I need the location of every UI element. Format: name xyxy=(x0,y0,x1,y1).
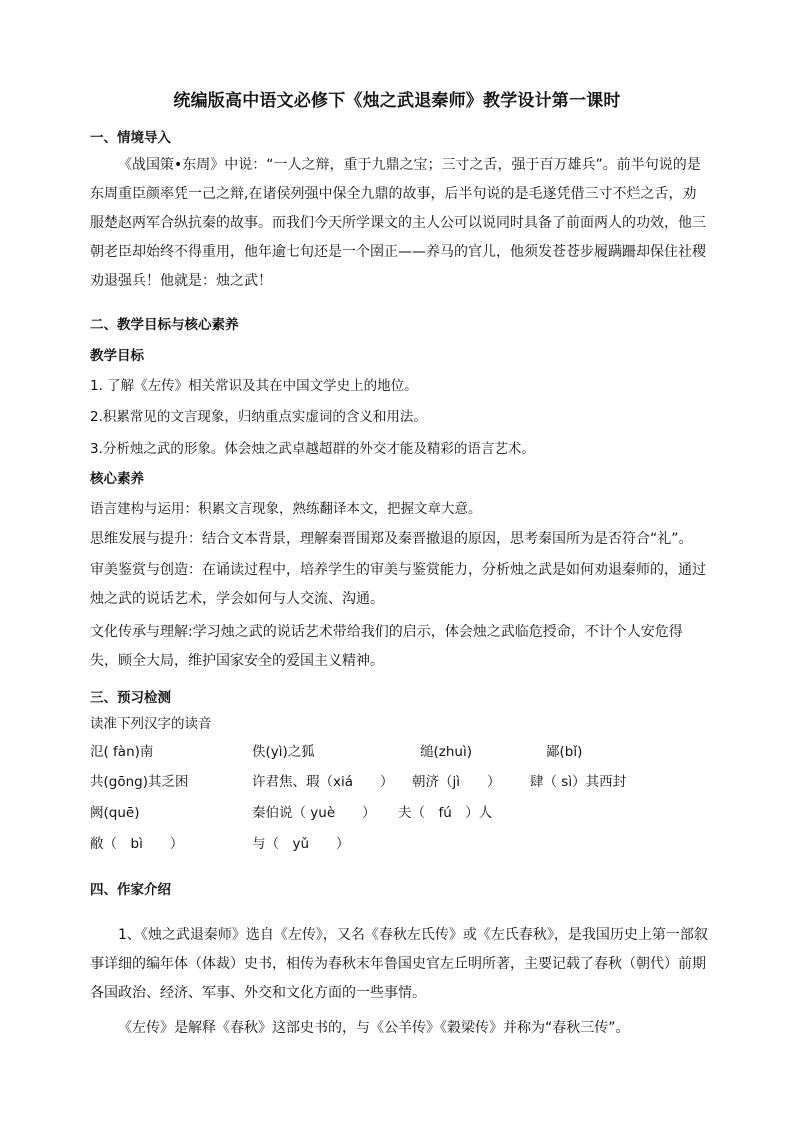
pronunciation-item: 缒(zhuì) xyxy=(420,744,472,760)
goal-item-2: 2.积累常见的文言现象，归纳重点实虚词的含义和用法。 xyxy=(90,409,427,425)
section-heading-goals: 二、教学目标与核心素养 xyxy=(90,317,239,333)
pronunciation-item: 肆（ sì）其西封 xyxy=(530,774,627,790)
goal-item-1: 1. 了解《左传》相关常识及其在中国文学史上的地位。 xyxy=(90,378,418,394)
pronunciation-item: 许君焦、瑕（xiá ） xyxy=(252,774,394,790)
pronunciation-item: 夫（ fú ）人 xyxy=(398,805,493,821)
pronunciation-item: 敝（ bì ） xyxy=(90,836,184,852)
core-literacy-1: 语言建构与运用：积累文言现象，熟练翻译本文，把握文章大意。 xyxy=(90,501,482,517)
section-heading-preview: 三、预习检测 xyxy=(90,690,171,706)
pronunciation-item: 佚(yì)之狐 xyxy=(252,744,315,760)
pronunciation-item: 鄙(bǐ) xyxy=(546,744,583,760)
goal-item-3: 3.分析烛之武的形象。体会烛之武卓越超群的外交才能及精彩的语言艺术。 xyxy=(90,441,535,457)
core-literacy-2: 思维发展与提升：结合文本背景，理解秦晋围郑及秦晋撤退的原因，思考秦国所为是否符合“礼”。 xyxy=(90,531,693,547)
pronunciation-item: 阙(quē) xyxy=(90,805,140,821)
pronunciation-item: 秦伯说（ yuè ） xyxy=(252,805,376,821)
pronunciation-item: 朝济（jì ） xyxy=(412,774,501,790)
author-paragraph-2: 《左传》是解释《春秋》这部史书的，与《公羊传》《穀梁传》并称为“春秋三传”。 xyxy=(118,1020,630,1036)
section-heading-intro: 一、情境导入 xyxy=(90,130,171,146)
pronunciation-item: 共(gōng)其乏困 xyxy=(90,774,189,790)
pronunciation-intro: 读准下列汉字的读音 xyxy=(90,716,212,732)
pronunciation-item: 与（ yǔ ） xyxy=(252,836,350,852)
subheading-core-literacy: 核心素养 xyxy=(90,471,144,487)
pronunciation-item: 氾( fàn)南 xyxy=(90,744,154,760)
intro-paragraph: 《战国策•东周》中说：“一人之辩，重于九鼎之宝；三寸之舌，强于百万雄兵”。前半句说的是东周重臣颜率凭一己之辩,在诸侯列强中保全九鼎的故事，后半句说的是毛遂凭借三寸不烂之舌，劝服楚赵两军合纵抗秦的故事。而我们今天所学课文的主人公可以说同时具备了前面两人的功效，他三朝老臣却始终不得重用，他年逾七旬还是一个圉正——养马的官儿，他须发苍苍步履蹒跚却保住社稷劝退强兵！他就是：烛之武！ xyxy=(90,157,706,289)
core-literacy-4: 文化传承与理解:学习烛之武的说话艺术带给我们的启示，体会烛之武临危授命，不计个人安危得失，顾全大局，维护国家安全的爱国主义精神。 xyxy=(90,624,683,669)
author-paragraph-1: 1、《烛之武退秦师》选自《左传》，又名《春秋左氏传》或《左氏春秋》，是我国历史上第一部叙事详细的编年体（体裁）史书，相传为春秋末年鲁国史官左丘明所著，主要记载了春秋（朝代）前期各国政治、经济、军事、外交和文化方面的一些事情。 xyxy=(90,927,708,1001)
core-literacy-3: 审美鉴赏与创造：在诵读过程中，培养学生的审美与鉴赏能力，分析烛之武是如何劝退秦师的，通过烛之武的说话艺术，学会如何与人交流、沟通。 xyxy=(90,562,706,607)
section-heading-author: 四、作家介绍 xyxy=(90,882,171,898)
subheading-teaching-goals: 教学目标 xyxy=(90,348,144,364)
document-title: 统编版高中语文必修下《烛之武退秦师》教学设计第一课时 xyxy=(173,91,621,111)
